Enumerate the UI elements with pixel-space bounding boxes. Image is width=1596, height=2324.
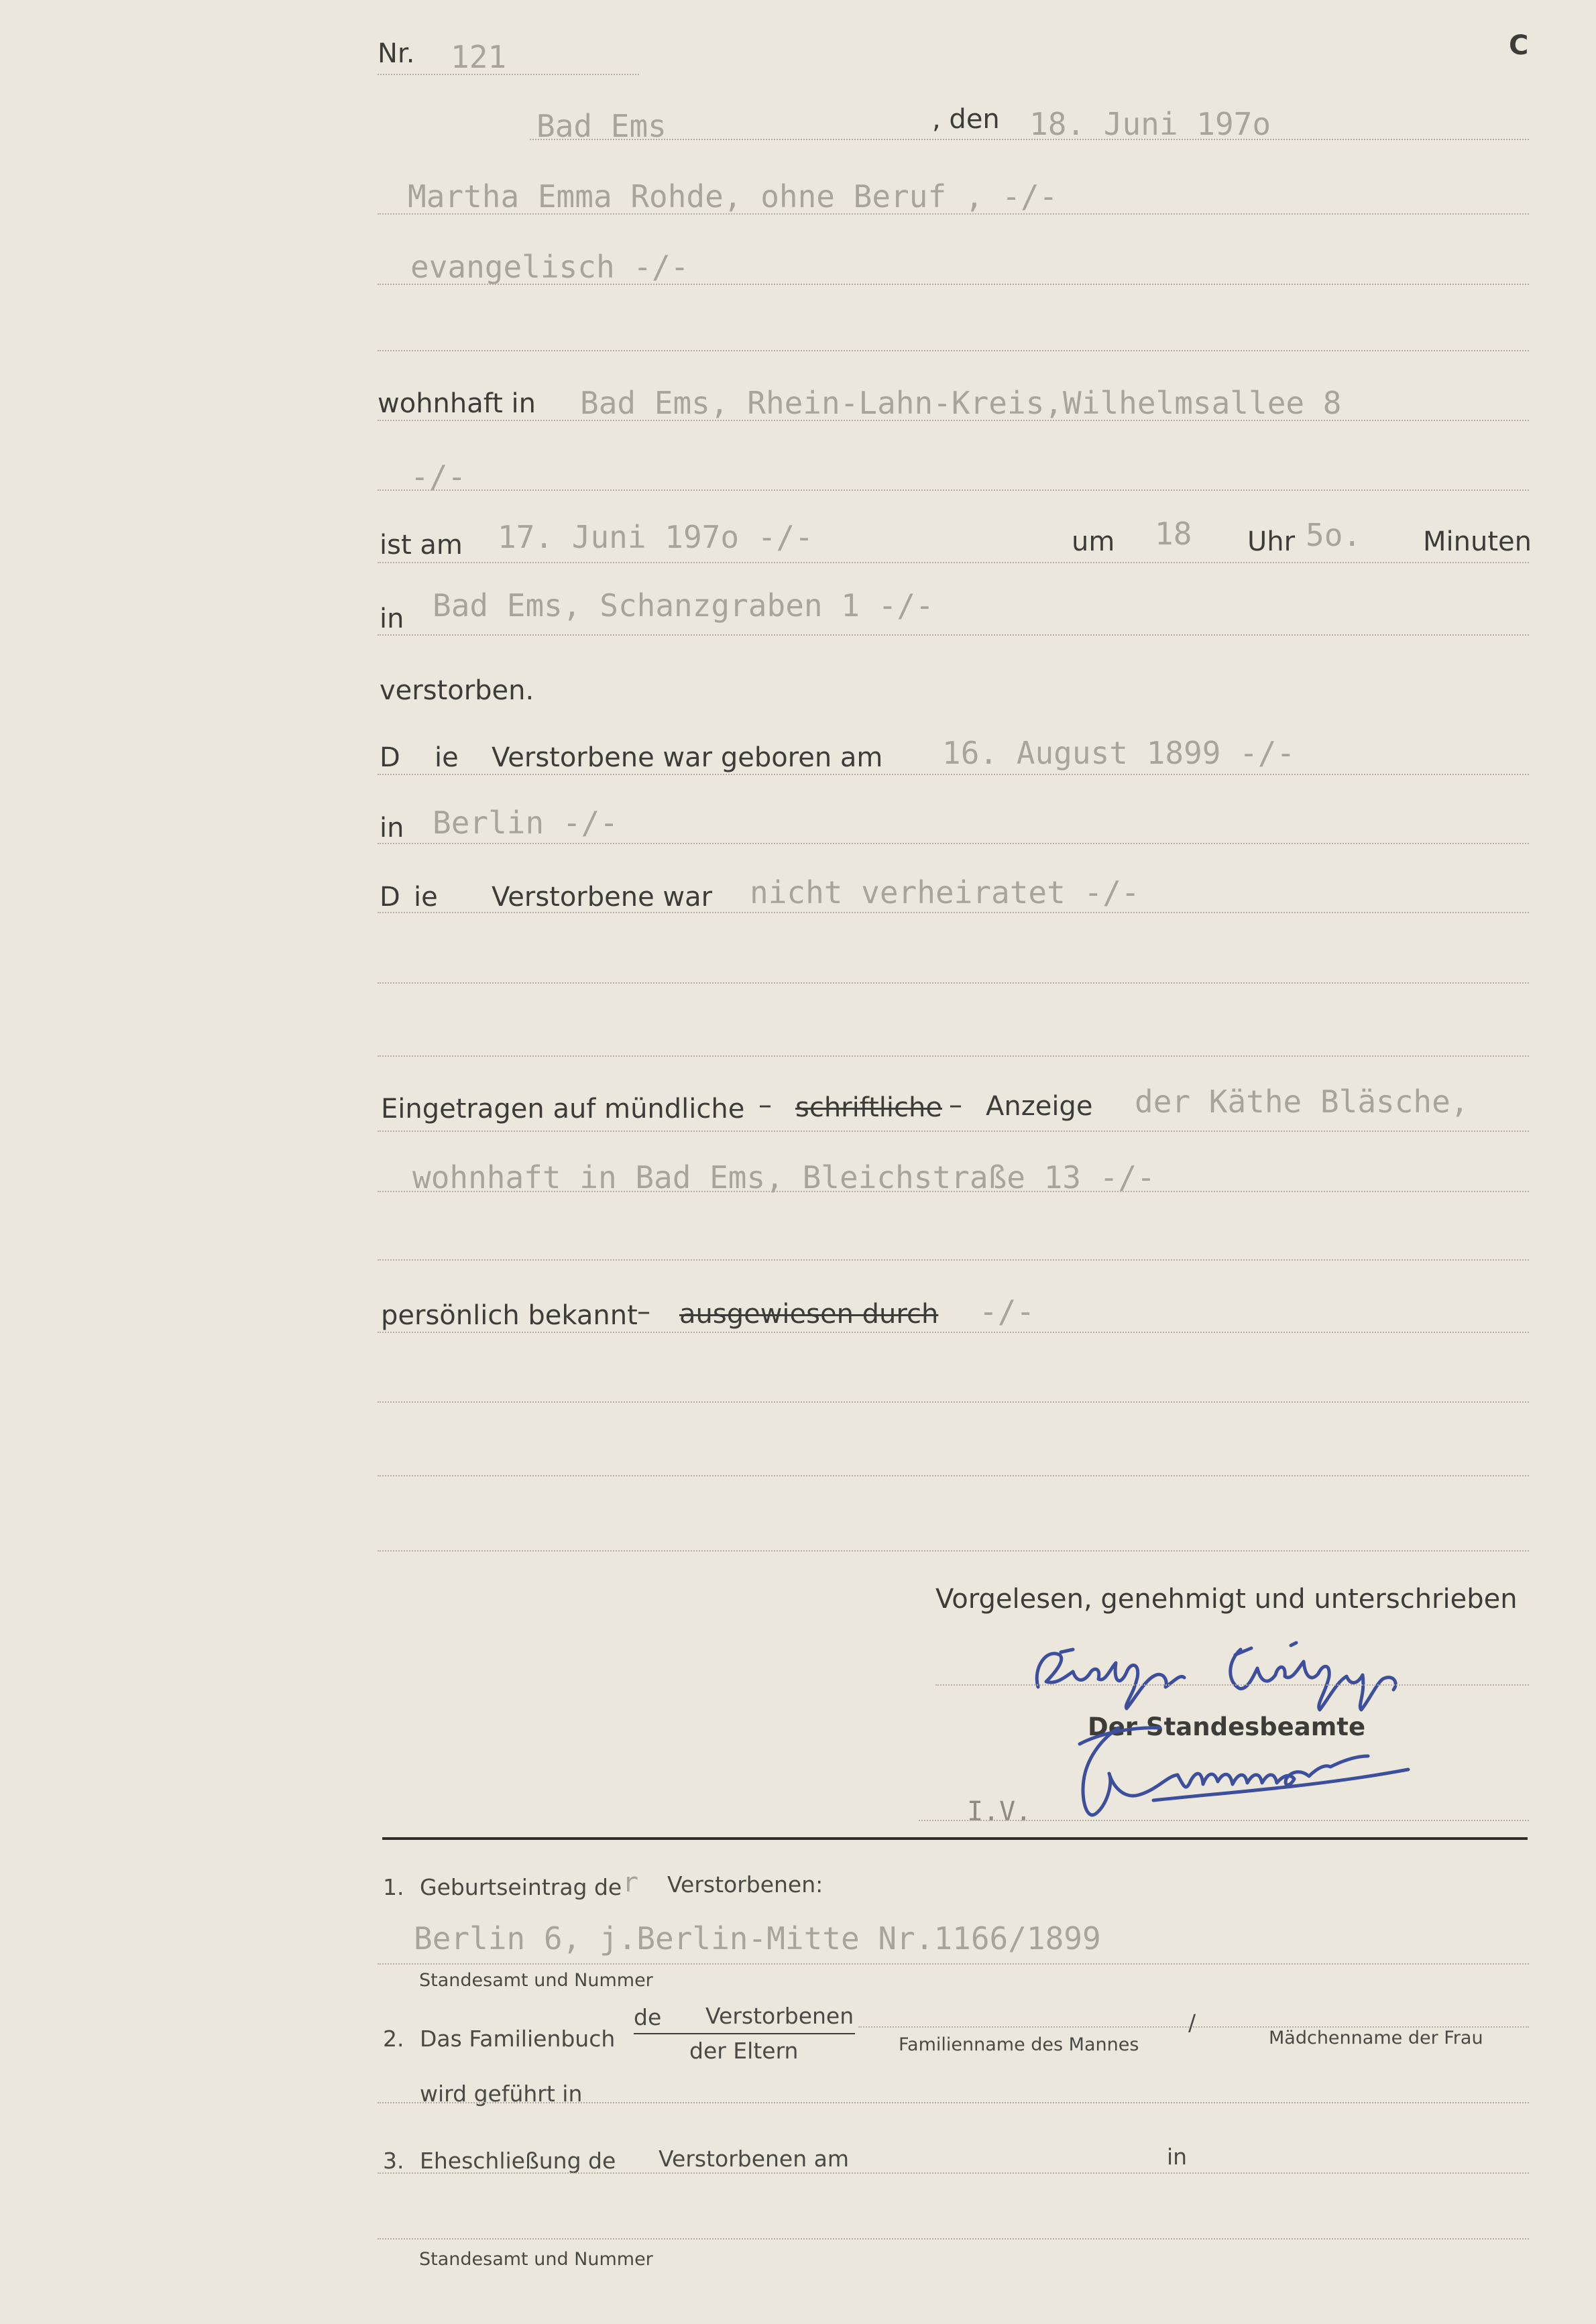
religion-line [378,284,1529,285]
blank-line-1 [378,350,1529,351]
informant-address: wohnhaft in Bad Ems, Bleichstraße 13 -/- [412,1159,1155,1196]
bekannt-label: persönlich bekannt [381,1300,638,1331]
blank-line-5 [378,1401,1529,1403]
marital-line [378,912,1529,913]
vorgelesen-text: Vorgelesen, genehmigt und unterschrieben [935,1584,1518,1615]
blank-line-6 [378,1475,1529,1476]
informant-signature-line [935,1684,1529,1686]
note-3-verstorbenen: Verstorbenen am [659,2146,850,2172]
note-3-in: in [1167,2144,1188,2170]
note-2-slash: / [1188,2010,1196,2036]
note-2-de: de [634,2004,662,2030]
death-minute: 5o. [1306,517,1362,553]
den-label: , den [932,104,1000,135]
death-date: 17. Juni 197o -/- [498,519,813,555]
iv-label: I.V. [967,1796,1032,1827]
um-label: um [1072,526,1115,557]
series-letter: C [1509,30,1529,61]
registration-dash-2: – [949,1090,962,1120]
birth-place: Berlin -/- [433,805,618,841]
nr-line [378,74,639,75]
birth-d-label: D [380,742,400,773]
ausgewiesen-label: ausgewiesen durch [679,1299,939,1330]
note-1-caption: Standesamt und Nummer [419,1970,653,1991]
blank-line-4 [378,1259,1529,1261]
nr-label: Nr. [378,38,415,69]
eingetragen-label: Eingetragen auf mündliche [381,1094,745,1124]
nr-value: 121 [451,39,507,75]
death-place: Bad Ems, Schanzgraben 1 -/- [433,587,934,624]
religion: evangelisch -/- [410,249,689,285]
deceased-name: Martha Emma Rohde, ohne Beruf , -/- [408,178,1058,215]
registration-dash-1: – [758,1090,772,1120]
section-separator [382,1837,1528,1840]
note-3-line [378,2172,1529,2174]
registrar-signature-line [919,1820,1529,1821]
note-3-line-2 [378,2238,1529,2240]
residence-label: wohnhaft in [378,388,536,419]
note-2-line [378,2102,1529,2103]
identification-value: -/- [979,1293,1035,1330]
identification-line [378,1332,1529,1333]
residence-line [378,420,1529,421]
note-2-gefuehrt: wird geführt in [420,2081,583,2107]
informant-address-line [378,1191,1529,1192]
place-date-line [530,139,1529,140]
note-1-suffix: r [622,1867,639,1898]
blank-line-3 [378,1055,1529,1057]
blank-line-2 [378,982,1529,984]
birth-date: 16. August 1899 -/- [942,735,1296,771]
residence-value-2: -/- [410,459,467,495]
death-place-line [378,634,1529,636]
ist-am-label: ist am [380,530,463,561]
birth-register-line [378,1963,1529,1965]
note-1-label: Geburtseintrag de [420,1874,622,1900]
note-3-number: 3. [383,2148,404,2174]
birth-in-label: in [380,813,404,844]
note-1-label-2: Verstorbenen: [667,1871,823,1898]
residence-line-2 [378,489,1529,491]
marital-label: Verstorbene war [492,882,713,913]
death-hour: 18 [1155,516,1192,552]
minuten-label: Minuten [1423,526,1532,557]
note-2-frau-caption: Mädchenname der Frau [1269,2028,1483,2048]
note-2-eltern: der Eltern [689,2038,799,2064]
standesbeamte-label: Der Standesbeamte [1088,1712,1366,1741]
residence-value: Bad Ems, Rhein-Lahn-Kreis,Wilhelmsallee 8 [580,385,1342,421]
note-3-caption: Standesamt und Nummer [419,2249,653,2270]
registration-place: Bad Ems [536,108,667,144]
anzeige-label: Anzeige [986,1091,1093,1122]
registration-date: 18. Juni 197o [1029,106,1271,142]
note-2-fraction-bar [634,2033,855,2034]
note-3-label: Eheschließung de [420,2148,616,2174]
note-2-mann-caption: Familienname des Mannes [899,2034,1139,2055]
note-2-verstorbenen: Verstorbenen [705,2003,854,2029]
birth-date-line [378,774,1529,775]
marital-d-label: D [380,882,400,913]
blank-line-7 [378,1550,1529,1552]
note-1-number: 1. [383,1874,404,1900]
birth-register-entry: Berlin 6, j.Berlin-Mitte Nr.1166/1899 [414,1920,1101,1957]
registrar-signature [1060,1720,1462,1827]
verstorben-label: verstorben. [380,675,534,706]
note-2-label: Das Familienbuch [420,2026,616,2052]
identification-dash: – [637,1296,650,1327]
marital-ie: ie [414,882,438,913]
note-2-number: 2. [383,2026,404,2052]
informant-signature [1026,1635,1475,1715]
birth-label: Verstorbene war geboren am [492,742,883,773]
informant-name: der Käthe Bläsche, [1135,1084,1469,1120]
birth-ie: ie [435,742,459,773]
uhr-label: Uhr [1247,526,1296,557]
birth-place-line [378,843,1529,844]
marital-value: nicht verheiratet -/- [750,874,1140,911]
informant-line [378,1130,1529,1132]
death-in-label: in [380,603,404,634]
schriftliche-label: schriftliche [795,1092,942,1123]
death-time-line [378,562,1529,563]
name-line [378,213,1529,215]
